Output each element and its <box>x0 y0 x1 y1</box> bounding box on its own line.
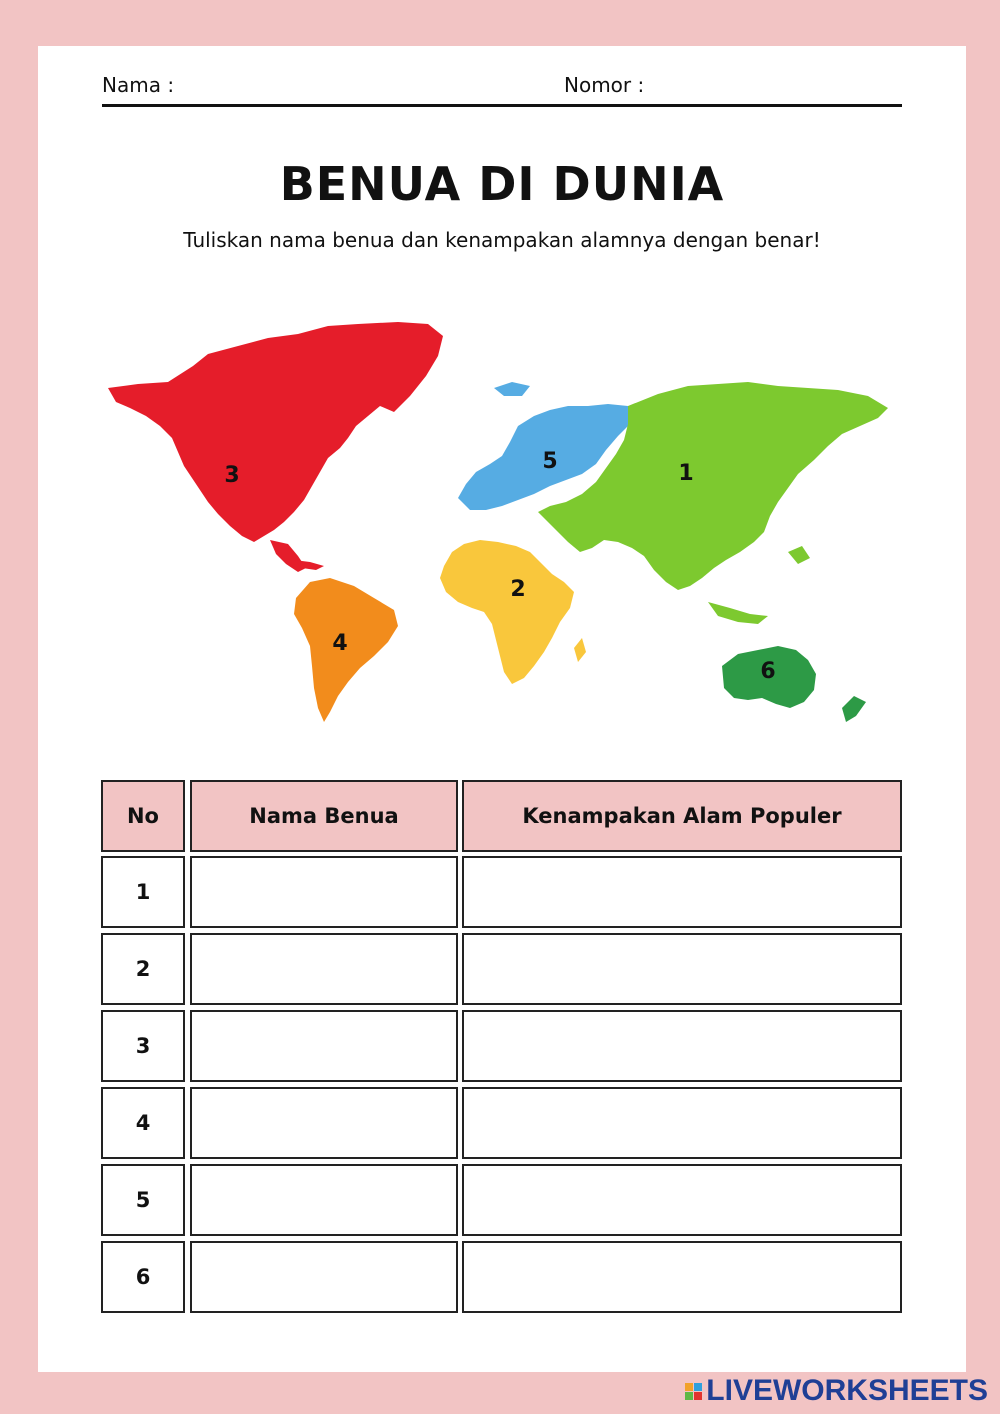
table-header-feature: Kenampakan Alam Populer <box>462 780 902 852</box>
page-title: BENUA DI DUNIA <box>279 157 725 211</box>
feature-answer-field[interactable] <box>462 1241 902 1313</box>
table-row-number: 1 <box>101 856 185 928</box>
continent-answer-field[interactable] <box>190 933 458 1005</box>
continent-north-america <box>108 322 443 542</box>
table-header-no: No <box>101 780 185 852</box>
table-row-number: 3 <box>101 1010 185 1082</box>
feature-answer-field[interactable] <box>462 1010 902 1082</box>
continent-answer-field[interactable] <box>190 1164 458 1236</box>
continent-answer-field[interactable] <box>190 1010 458 1082</box>
liveworksheets-logo <box>685 1374 988 1408</box>
feature-answer-field[interactable] <box>462 1164 902 1236</box>
table-row-number: 4 <box>101 1087 185 1159</box>
continent-answer-field[interactable] <box>190 856 458 928</box>
table-row-number: 2 <box>101 933 185 1005</box>
feature-answer-field[interactable] <box>462 856 902 928</box>
name-label: Nama : <box>102 73 175 97</box>
logo-blocks-icon <box>685 1383 702 1400</box>
map-label-2: 2 <box>510 577 526 602</box>
continent-answer-field[interactable] <box>190 1241 458 1313</box>
map-label-5: 5 <box>542 449 558 474</box>
continent-answer-field[interactable] <box>190 1087 458 1159</box>
world-map <box>98 316 898 726</box>
worksheet-page <box>38 46 966 1372</box>
continent-africa <box>440 540 574 684</box>
table-row-number: 6 <box>101 1241 185 1313</box>
table-header-continent: Nama Benua <box>190 780 458 852</box>
student-info-line <box>102 72 902 107</box>
instruction-text: Tuliskan nama benua dan kenampakan alamnya dengan benar! <box>183 228 821 252</box>
brand-text: LIVEWORKSHEETS <box>706 1374 988 1407</box>
map-label-3: 3 <box>224 463 240 488</box>
map-label-4: 4 <box>332 631 348 656</box>
feature-answer-field[interactable] <box>462 1087 902 1159</box>
table-row-number: 5 <box>101 1164 185 1236</box>
number-label: Nomor : <box>564 73 645 97</box>
feature-answer-field[interactable] <box>462 933 902 1005</box>
map-label-6: 6 <box>760 659 776 684</box>
map-label-1: 1 <box>678 461 694 486</box>
